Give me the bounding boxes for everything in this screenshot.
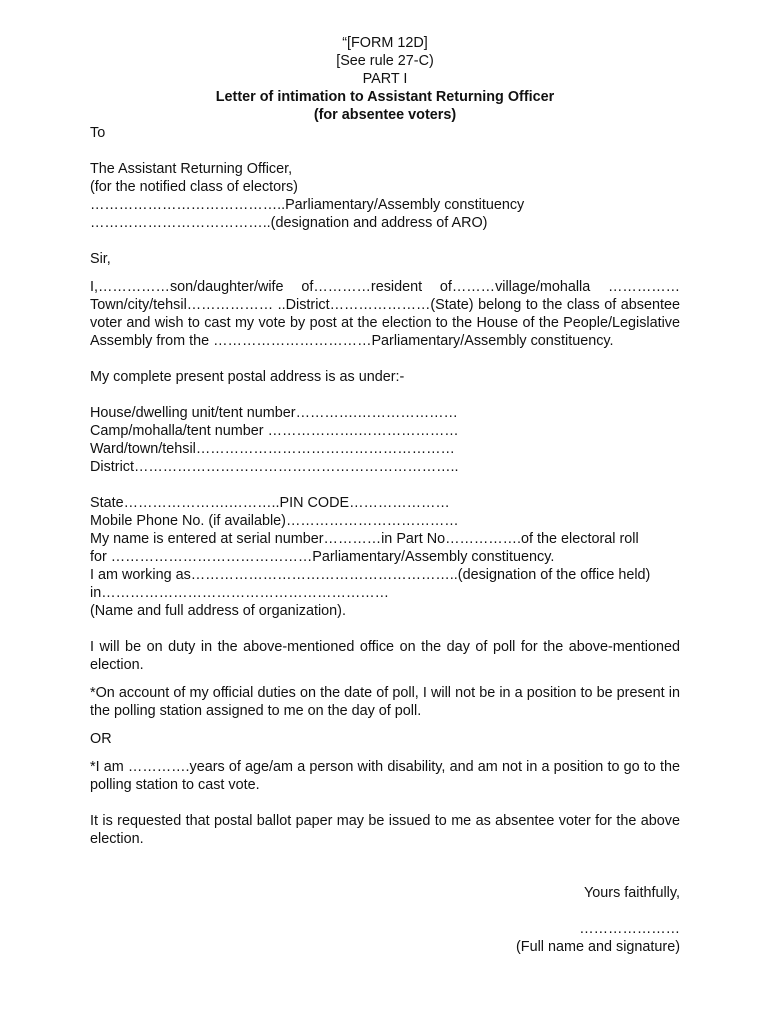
details-block bbox=[90, 494, 680, 620]
closing: Yours faithfully, bbox=[584, 885, 680, 901]
part-label: PART I bbox=[362, 71, 408, 87]
details-line: for ……………………………………Parliamentary/Assembly constituency. bbox=[90, 549, 555, 565]
details-line: My name is entered at serial number…………in Part No…………….of the electoral roll bbox=[90, 531, 639, 547]
duty-paragraph: I will be on duty in the above-mentioned office on the day of poll for the above-mentioned election. bbox=[90, 639, 680, 673]
intro-paragraph: I,……………son/daughter/wife of…………resident of………village/mohalla …………… Town/city/tehsil……………… ..District…………………(State) belong to the class of absentee voter and wish to cast my vote by post at the election to the House of the People/Legislative Assembly from the ……………………………Parliamentary/Assembly constituency. bbox=[90, 279, 680, 349]
addressee-block bbox=[90, 160, 680, 232]
official-duties-paragraph: *On account of my official duties on the date of poll, I will not be in a position to be present in the polling station assigned to me on the day of poll. bbox=[90, 685, 680, 719]
details-line: State………………….………..PIN CODE………………… bbox=[90, 495, 450, 511]
or-separator: OR bbox=[90, 731, 112, 747]
address-line: Camp/mohalla/tent number ……………….………………… bbox=[90, 423, 459, 439]
details-line: (Name and full address of organization). bbox=[90, 603, 346, 619]
address-line: Ward/town/tehsil……………………………………………… bbox=[90, 441, 455, 457]
address-line: House/dwelling unit/tent number………….………………… bbox=[90, 405, 458, 421]
details-line: I am working as………………………………………………..(designation of the office held) bbox=[90, 567, 651, 583]
addressee-line: ………………………………..(designation and address of ARO) bbox=[90, 215, 488, 231]
letter-subtitle: (for absentee voters) bbox=[313, 107, 457, 123]
addressee-line: (for the notified class of electors) bbox=[90, 179, 298, 195]
request-paragraph: It is requested that postal ballot paper may be issued to me as absentee voter for the above election. bbox=[90, 813, 680, 847]
details-line: Mobile Phone No. (if available)……………………………… bbox=[90, 513, 459, 529]
rule-reference: [See rule 27-C) bbox=[336, 53, 434, 69]
form-number: “[FORM 12D] bbox=[342, 35, 428, 51]
age-disability-paragraph: *I am ………….years of age/am a person with disability, and am not in a position to go to the polling station to cast vote. bbox=[90, 759, 680, 793]
signature-label: (Full name and signature) bbox=[516, 939, 680, 955]
signature-line: ………………… bbox=[579, 921, 680, 937]
details-line: in…………………………………………………… bbox=[90, 585, 390, 601]
address-line: District………………………………………………………….. bbox=[90, 459, 459, 475]
document-page bbox=[90, 34, 680, 956]
address-block bbox=[90, 404, 680, 476]
addressee-line: The Assistant Returning Officer, bbox=[90, 161, 293, 177]
address-intro: My complete present postal address is as under:- bbox=[90, 369, 405, 385]
salutation: Sir, bbox=[90, 251, 111, 267]
addressee-line: …………………………………..Parliamentary/Assembly constituency bbox=[90, 197, 525, 213]
to-label: To bbox=[90, 125, 106, 141]
letter-title: Letter of intimation to Assistant Returning Officer bbox=[215, 89, 555, 105]
